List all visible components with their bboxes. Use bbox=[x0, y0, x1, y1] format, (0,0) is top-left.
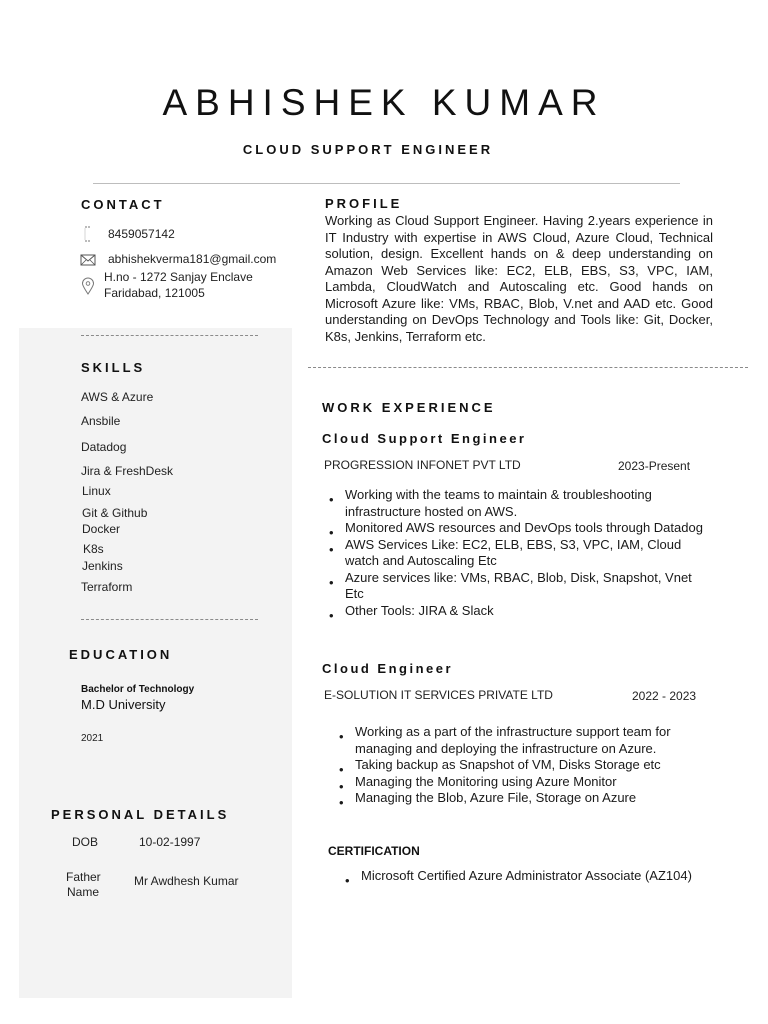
father-value: Mr Awdhesh Kumar bbox=[134, 874, 239, 888]
contact-heading: CONTACT bbox=[81, 197, 165, 212]
job-bullet: • Managing the Blob, Azure File, Storage on Azure bbox=[355, 790, 700, 807]
skill-item: AWS & Azure bbox=[81, 390, 154, 404]
profile-text: Working as Cloud Support Engineer. Having 2.years experience in IT Industry with expertise in AWS Cloud, Azure Cloud, Technical solution, design. Excellent hands on & deep understanding on Amazon Web Services like: EC2, ELB, EBS, S3, VPC, IAM, Lambda, CloudWatch and Autoscaling etc. Good hands on Microsoft Azure like: VMs, RBAC, Blob, V.net and AAD etc. Good understanding on DevOps Technology and Tools like: Git, Docker, K8s, Jenkins, Terraform etc. bbox=[325, 213, 713, 344]
job-role: Cloud Engineer bbox=[322, 661, 454, 676]
certification-list bbox=[361, 868, 741, 885]
candidate-title: CLOUD SUPPORT ENGINEER bbox=[242, 142, 494, 157]
dob-label: DOB bbox=[72, 835, 99, 849]
candidate-name: ABHISHEK KUMAR bbox=[162, 82, 606, 123]
contact-email[interactable]: abhishekverma181@gmail.com bbox=[108, 252, 277, 266]
skill-item: Terraform bbox=[81, 580, 133, 594]
phone-icon bbox=[81, 226, 97, 242]
email-icon bbox=[80, 252, 96, 268]
skill-item: Docker bbox=[82, 522, 121, 536]
skill-item: Ansbile bbox=[81, 414, 121, 428]
work-heading: WORK EXPERIENCE bbox=[322, 400, 496, 415]
location-icon bbox=[80, 277, 96, 295]
job-bullet: • Managing the Monitoring using Azure Monitor bbox=[355, 774, 700, 791]
contact-address-line1: H.no - 1272 Sanjay Enclave bbox=[104, 270, 253, 284]
profile-heading: PROFILE bbox=[325, 196, 403, 211]
father-label: Father bbox=[66, 870, 101, 884]
header-divider bbox=[93, 183, 680, 184]
job-bullet: • AWS Services Like: EC2, ELB, EBS, S3, VPC, IAM, Cloud watch and Autoscaling Etc bbox=[345, 537, 705, 570]
skill-item: Jenkins bbox=[82, 559, 123, 573]
job-period: 2023-Present bbox=[618, 459, 691, 473]
job-role: Cloud Support Engineer bbox=[322, 431, 527, 446]
skill-item: Git & Github bbox=[82, 506, 148, 520]
skills-divider bbox=[81, 619, 258, 620]
job-bullet: • Monitored AWS resources and DevOps tools through Datadog bbox=[345, 520, 705, 537]
personal-heading: PERSONAL DETAILS bbox=[51, 807, 230, 822]
father-label-2: Name bbox=[67, 885, 100, 899]
education-heading: EDUCATION bbox=[69, 647, 173, 662]
job-bullets bbox=[355, 724, 700, 807]
skill-item: Jira & FreshDesk bbox=[81, 464, 174, 478]
job-bullet: • Other Tools: JIRA & Slack bbox=[345, 603, 705, 620]
job-bullet: • Working as a part of the infrastructure support team for managing and deploying the infrastructure on Azure. bbox=[355, 724, 700, 757]
job-company: E-SOLUTION IT SERVICES PRIVATE LTD bbox=[324, 688, 553, 702]
job-bullets bbox=[345, 487, 705, 619]
education-degree: Bachelor of Technology bbox=[81, 684, 195, 695]
contact-phone[interactable]: 8459057142 bbox=[108, 227, 175, 241]
education-year: 2021 bbox=[81, 733, 104, 744]
certification-heading: CERTIFICATION bbox=[328, 844, 420, 858]
skills-heading: SKILLS bbox=[81, 360, 146, 375]
education-university: M.D University bbox=[81, 697, 166, 712]
skill-item: K8s bbox=[83, 542, 104, 556]
profile-divider bbox=[308, 367, 748, 368]
job-company: PROGRESSION INFONET PVT LTD bbox=[324, 458, 521, 472]
skill-item: Linux bbox=[82, 484, 111, 498]
dob-value: 10-02-1997 bbox=[139, 835, 201, 849]
contact-divider bbox=[81, 335, 258, 336]
job-bullet: • Working with the teams to maintain & troubleshooting infrastructure hosted on AWS. bbox=[345, 487, 705, 520]
skill-item: Datadog bbox=[81, 440, 127, 454]
contact-address-line2: Faridabad, 121005 bbox=[104, 286, 205, 300]
job-period: 2022 - 2023 bbox=[632, 689, 697, 703]
sidebar-background bbox=[19, 328, 292, 998]
certification-item: • Microsoft Certified Azure Administrator Associate (AZ104) bbox=[361, 868, 741, 885]
job-bullet: • Taking backup as Snapshot of VM, Disks Storage etc bbox=[355, 757, 700, 774]
job-bullet: • Azure services like: VMs, RBAC, Blob, Disk, Snapshot, Vnet Etc bbox=[345, 570, 705, 603]
